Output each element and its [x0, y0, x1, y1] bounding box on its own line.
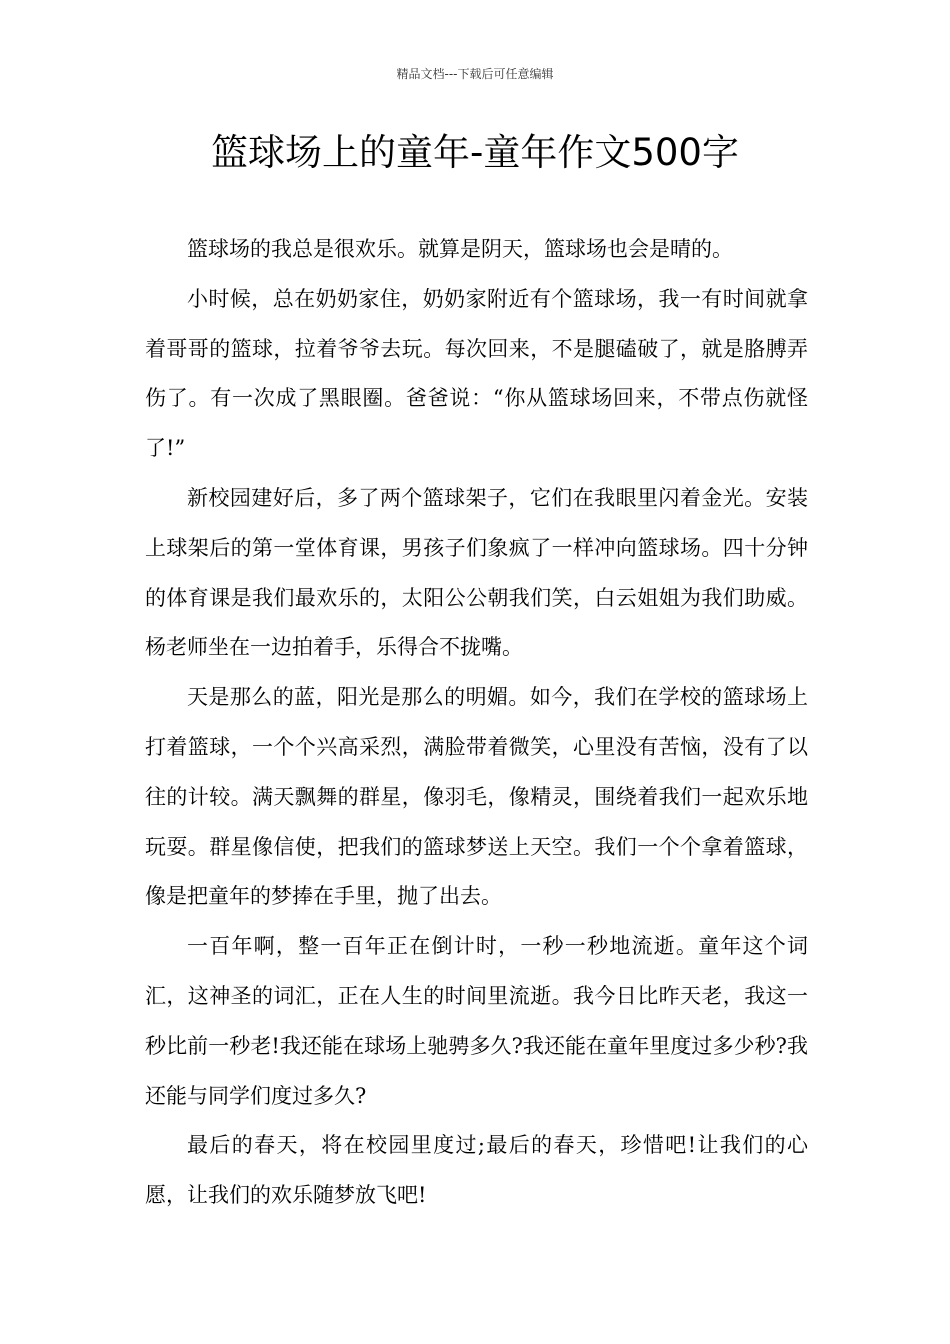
paragraph: 天是那么的蓝，阳光是那么的明媚。如今，我们在学校的篮球场上打着篮球，一个个兴高采烈，满脸带着微笑，心里没有苦恼，没有了以往的计较。满天飘舞的群星，像羽毛，像精灵，围绕着我们一起欢乐地玩耍。群星像信使，把我们的篮球梦送上天空。我们一个个拿着篮球，像是把童年的梦捧在手里，抛了出去。: [145, 685, 808, 909]
article-body: [145, 225, 808, 1221]
paragraph: 小时候，总在奶奶家住，奶奶家附近有个篮球场，我一有时间就拿着哥哥的篮球，拉着爷爷去玩。每次回来，不是腿磕破了，就是胳膊弄伤了。有一次成了黑眼圈。爸爸说：“你从篮球场回来，不带点伤就怪了!”: [145, 286, 808, 461]
paragraph: 最后的春天，将在校园里度过;最后的春天，珍惜吧!让我们的心愿，让我们的欢乐随梦放飞吧!: [145, 1133, 808, 1208]
page-title: 篮球场上的童年-童年作文500字: [211, 131, 739, 174]
paragraph: 一百年啊，整一百年正在倒计时，一秒一秒地流逝。童年这个词汇，这神圣的词汇，正在人生的时间里流逝。我今日比昨天老，我这一秒比前一秒老!我还能在球场上驰骋多久?我还能在童年里度过多少秒?我还能与同学们度过多久?: [145, 934, 808, 1108]
paragraph: 篮球场的我总是很欢乐。就算是阴天，篮球场也会是晴的。: [187, 237, 733, 261]
header-note: 精品文档---下载后可任意编辑: [396, 67, 554, 81]
paragraph: 新校园建好后，多了两个篮球架子，它们在我眼里闪着金光。安装上球架后的第一堂体育课，男孩子们象疯了一样冲向篮球场。四十分钟的体育课是我们最欢乐的，太阳公公朝我们笑，白云姐姐为我们助威。杨老师坐在一边拍着手，乐得合不拢嘴。: [145, 485, 808, 660]
